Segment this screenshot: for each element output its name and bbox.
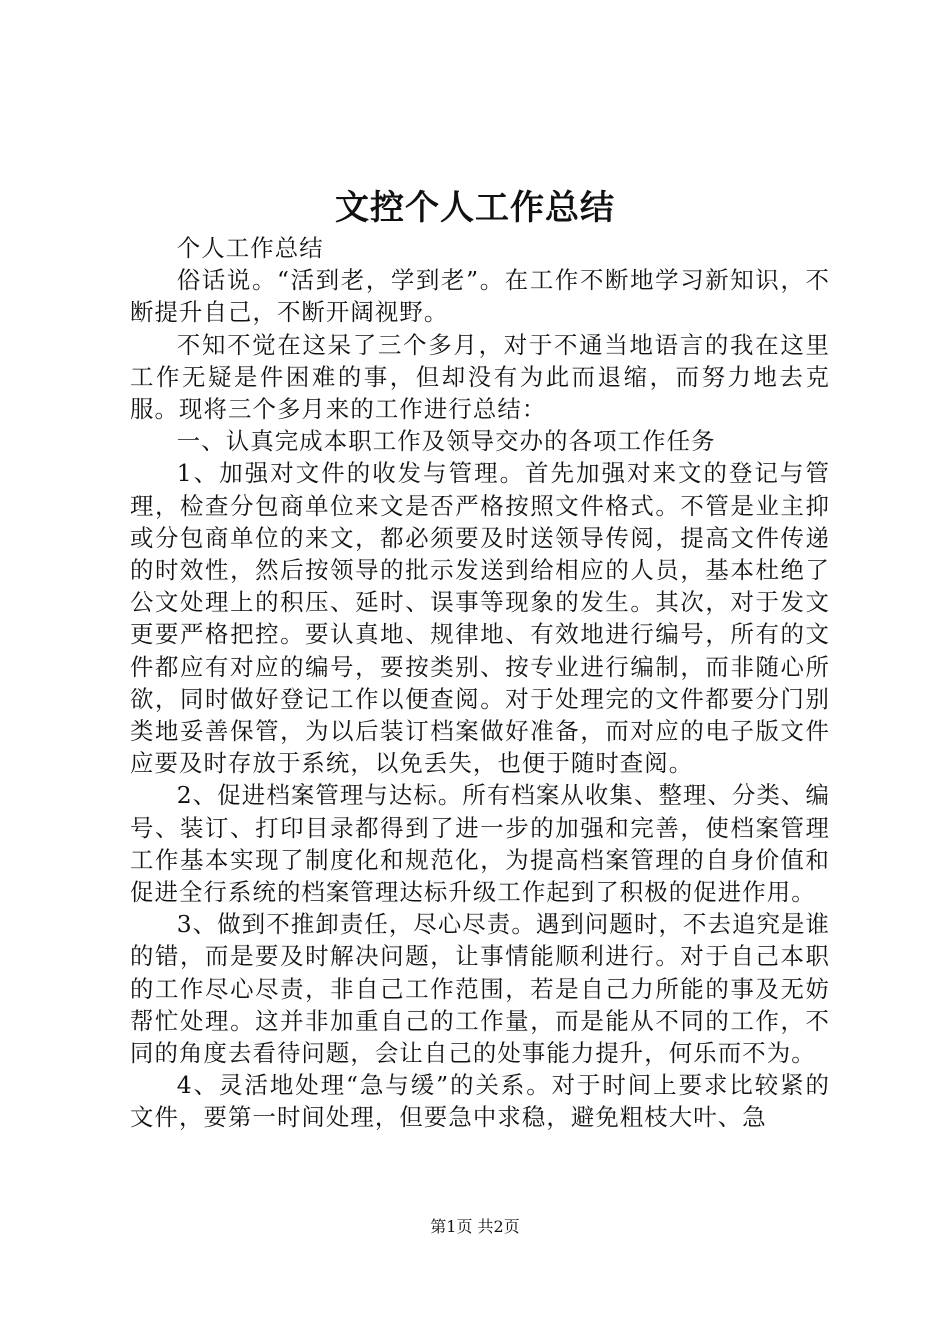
paragraph-item-4: 4、灵活地处理“急与缓”的关系。对于时间上要求比较紧的文件，要第一时间处理，但要急中求稳，避免粗枝大叶、急 (130, 1071, 830, 1132)
page-footer: 第1页 共2页 (430, 1217, 520, 1236)
paragraph-item-1: 1、加强对文件的收发与管理。首先加强对来文的登记与管理，检查分包商单位来文是否严格按照文件格式。不管是业主抑或分包商单位的来文，都必须要及时送领导传阅，提高文件传递的时效性，然后按领导的批示发送到给相应的人员，基本杜绝了公文处理上的积压、延时、误事等现象的发生。其次，对于发文更要严格把控。要认真地、规律地、有效地进行编号，所有的文件都应有对应的编号，要按类别、按专业进行编制，而非随心所欲，同时做好登记工作以便查阅。对于处理完的文件都要分门别类地妥善保管，为以后装订档案做好准备，而对应的电子版文件应要及时存放于系统，以免丢失，也便于随时查阅。 (130, 459, 830, 778)
paragraph-subtitle: 个人工作总结 (176, 234, 324, 262)
paragraph-intro-saying: 俗话说。“活到老，学到老”。在工作不断地学习新知识，不断提升自己，不断开阔视野。 (130, 266, 830, 327)
section-heading-1: 一、认真完成本职工作及领导交办的各项工作任务 (176, 427, 716, 456)
paragraph-intro: 不知不觉在这呆了三个多月，对于不通当地语言的我在这里工作无疑是件困难的事，但却没有为此而退缩，而努力地去克服。现将三个多月来的工作进行总结： (130, 330, 830, 424)
paragraph-item-3: 3、做到不推卸责任，尽心尽责。遇到问题时，不去追究是谁的错，而是要及时解决问题，让事情能顺利进行。对于自己本职的工作尽心尽责，非自己工作范围，若是自己力所能的事及无妨帮忙处理。这并非加重自己的工作量，而是能从不同的工作，不同的角度去看待问题，会让自己的处事能力提升，何乐而不为。 (130, 910, 830, 1068)
paragraph-item-2: 2、促进档案管理与达标。所有档案从收集、整理、分类、编号、装订、打印目录都得到了进一步的加强和完善，使档案管理工作基本实现了制度化和规范化，为提高档案管理的自身价值和促进全行系统的档案管理达标升级工作起到了积极的促进作用。 (130, 781, 830, 907)
document-title: 文控个人工作总结 (335, 188, 615, 228)
document-body (130, 232, 830, 1134)
